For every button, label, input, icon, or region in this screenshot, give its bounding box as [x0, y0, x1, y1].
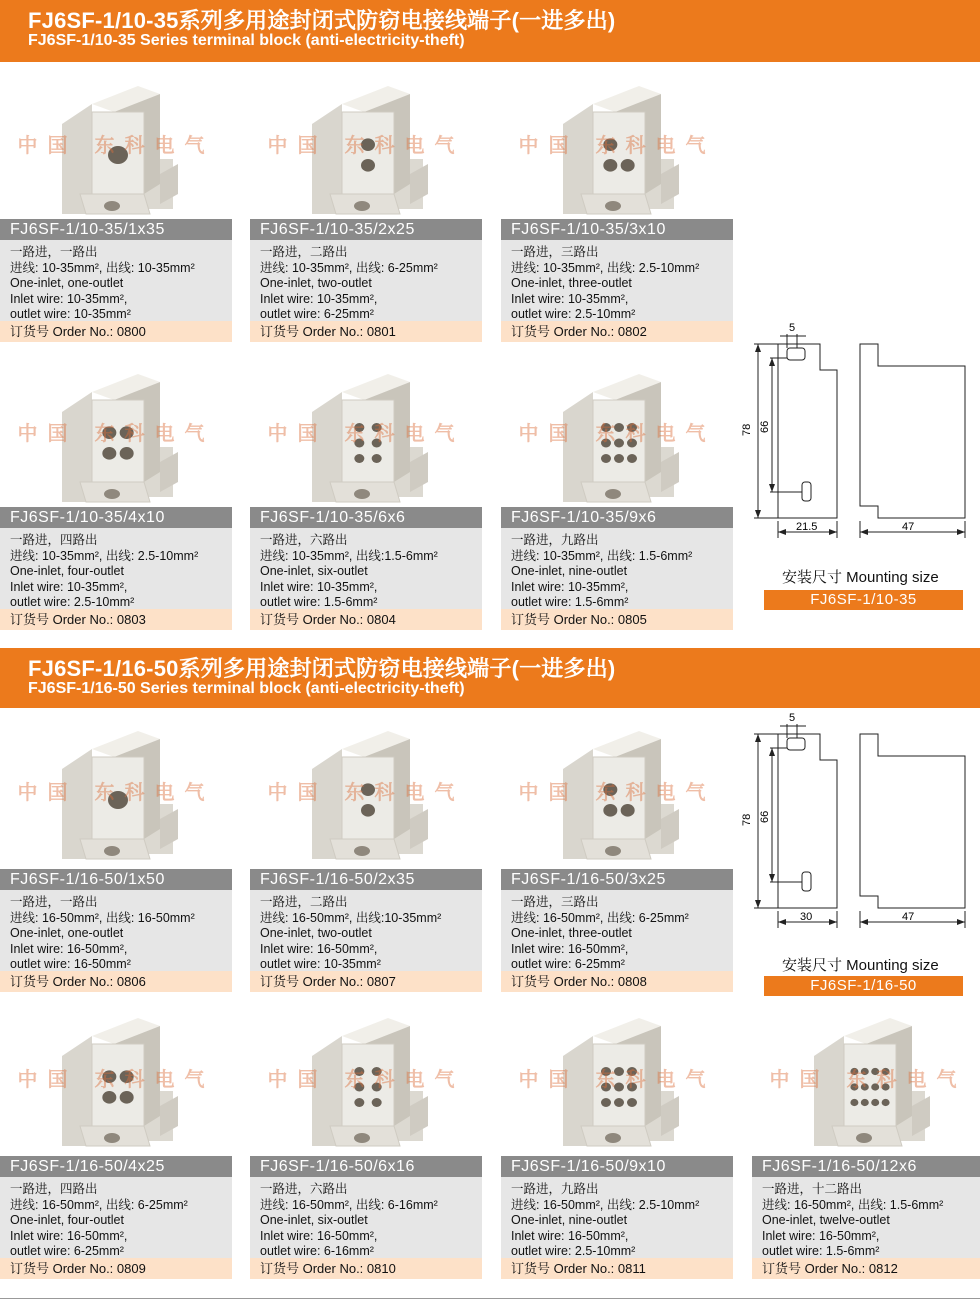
product-card — [250, 352, 482, 630]
mounting-caption: 安装尺寸 Mounting size — [782, 569, 939, 586]
spec-line: outlet wire: 1.5-6mm² — [511, 595, 629, 610]
product-spec — [501, 528, 733, 609]
spec-line: One-inlet, four-outlet — [10, 564, 124, 579]
spec-line: 进线: 16-50mm², 出线: 6-25mm² — [511, 910, 689, 925]
dim-height-inner-label: 66 — [759, 810, 771, 823]
product-photo — [501, 64, 733, 219]
product-photo — [0, 996, 232, 1156]
product-card — [0, 352, 232, 630]
spec-line: Inlet wire: 10-35mm², — [511, 291, 629, 306]
product-spec — [0, 1177, 232, 1258]
mounting-diagram-2 — [740, 708, 980, 938]
section-subtitle: FJ6SF-1/16-50 Series terminal block (anti-electricity-theft) — [28, 680, 465, 697]
spec-line: 一路进，四路出 — [10, 1182, 98, 1196]
spec-line: 一路进，六路出 — [260, 533, 348, 547]
product-model: FJ6SF-1/10-35/2x25 — [250, 219, 482, 240]
product-card — [250, 996, 482, 1279]
dim-width-label: 30 — [800, 911, 813, 923]
spec-line: Inlet wire: 16-50mm², — [10, 1228, 128, 1243]
mounting-caption: 安装尺寸 Mounting size — [782, 957, 939, 974]
product-model: FJ6SF-1/16-50/2x35 — [250, 869, 482, 890]
product-spec — [250, 1177, 482, 1258]
watermark: 中国 东科电气 — [267, 780, 465, 805]
product-model: FJ6SF-1/16-50/3x25 — [501, 869, 733, 890]
product-spec — [752, 1177, 980, 1258]
spec-line: Inlet wire: 10-35mm², — [260, 579, 378, 594]
product-spec — [0, 240, 232, 321]
spec-line: 进线: 10-35mm², 出线: 1.5-6mm² — [511, 548, 693, 563]
product-spec — [250, 528, 482, 609]
spec-line: One-inlet, one-outlet — [10, 276, 124, 291]
watermark: 中国 东科电气 — [17, 421, 215, 446]
product-model: FJ6SF-1/16-50/12x6 — [752, 1156, 980, 1177]
spec-line: One-inlet, one-outlet — [10, 926, 124, 941]
product-spec — [250, 890, 482, 971]
spec-line: 一路进，九路出 — [511, 1182, 599, 1196]
watermark: 中国 东科电气 — [518, 1067, 716, 1092]
order-number: 订货号 Order No.: 0808 — [501, 971, 733, 992]
watermark: 中国 东科电气 — [518, 133, 716, 158]
spec-line: outlet wire: 2.5-10mm² — [10, 595, 135, 610]
spec-line: 进线: 16-50mm², 出线:10-35mm² — [260, 910, 442, 925]
product-model: FJ6SF-1/10-35/1x35 — [0, 219, 232, 240]
product-card — [501, 352, 733, 630]
spec-line: outlet wire: 1.5-6mm² — [762, 1244, 880, 1259]
product-model: FJ6SF-1/16-50/6x16 — [250, 1156, 482, 1177]
spec-line: One-inlet, four-outlet — [10, 1213, 124, 1228]
section-1-banner — [0, 0, 980, 62]
spec-line: outlet wire: 6-25mm² — [260, 307, 374, 322]
order-number: 订货号 Order No.: 0800 — [0, 321, 232, 342]
spec-line: 一路进，三路出 — [511, 895, 599, 909]
spec-line: outlet wire: 6-25mm² — [10, 1244, 124, 1259]
spec-line: Inlet wire: 16-50mm², — [260, 1228, 378, 1243]
spec-line: 一路进，三路出 — [511, 245, 599, 259]
watermark: 中国 东科电气 — [518, 421, 716, 446]
mounting-size-drawing — [740, 318, 980, 548]
product-photo — [501, 709, 733, 869]
spec-line: 进线: 16-50mm², 出线: 2.5-10mm² — [511, 1197, 700, 1212]
product-spec — [501, 1177, 733, 1258]
spec-line: 一路进，十二路出 — [762, 1182, 863, 1196]
spec-line: Inlet wire: 16-50mm², — [762, 1228, 880, 1243]
spec-line: outlet wire: 2.5-10mm² — [511, 1244, 636, 1259]
product-photo — [0, 352, 232, 507]
spec-line: 一路进，四路出 — [10, 533, 98, 547]
watermark: 中国 东科电气 — [518, 780, 716, 805]
watermark: 中国 东科电气 — [769, 1067, 967, 1092]
spec-line: One-inlet, nine-outlet — [511, 564, 628, 579]
spec-line: One-inlet, three-outlet — [511, 926, 632, 941]
order-number: 订货号 Order No.: 0805 — [501, 609, 733, 630]
dim-height-outer-label: 78 — [741, 423, 753, 436]
product-card — [0, 709, 232, 992]
spec-line: Inlet wire: 10-35mm², — [10, 291, 128, 306]
bottom-divider — [0, 1298, 980, 1299]
product-spec — [501, 890, 733, 971]
order-number: 订货号 Order No.: 0807 — [250, 971, 482, 992]
dim-width-label: 21.5 — [796, 521, 818, 533]
product-model: FJ6SF-1/16-50/4x25 — [0, 1156, 232, 1177]
section-title: FJ6SF-1/10-35系列多用途封闭式防窃电接线端子(一进多出) — [28, 8, 616, 33]
product-photo — [0, 709, 232, 869]
spec-line: 一路进，九路出 — [511, 533, 599, 547]
spec-line: 进线: 16-50mm², 出线: 6-16mm² — [260, 1197, 438, 1212]
order-number: 订货号 Order No.: 0802 — [501, 321, 733, 342]
spec-line: Inlet wire: 16-50mm², — [10, 941, 128, 956]
spec-line: outlet wire: 6-16mm² — [260, 1244, 374, 1259]
mounting-size-drawing — [740, 708, 980, 938]
product-model: FJ6SF-1/16-50/9x10 — [501, 1156, 733, 1177]
spec-line: Inlet wire: 16-50mm², — [511, 941, 629, 956]
spec-line: 一路进，二路出 — [260, 245, 348, 259]
spec-line: One-inlet, six-outlet — [260, 564, 368, 579]
product-photo — [250, 996, 482, 1156]
product-photo — [752, 996, 980, 1156]
product-spec — [501, 240, 733, 321]
product-card — [752, 996, 980, 1279]
watermark: 中国 东科电气 — [267, 421, 465, 446]
mounting-diagram-1 — [740, 318, 980, 548]
spec-line: Inlet wire: 10-35mm², — [511, 579, 629, 594]
spec-line: outlet wire: 16-50mm² — [10, 957, 131, 972]
spec-line: outlet wire: 10-35mm² — [260, 957, 381, 972]
product-model: FJ6SF-1/10-35/9x6 — [501, 507, 733, 528]
product-photo — [501, 352, 733, 507]
order-number: 订货号 Order No.: 0804 — [250, 609, 482, 630]
spec-line: outlet wire: 6-25mm² — [511, 957, 625, 972]
dim-side-label: 47 — [902, 911, 915, 923]
spec-line: Inlet wire: 10-35mm², — [260, 291, 378, 306]
spec-line: One-inlet, nine-outlet — [511, 1213, 628, 1228]
watermark: 中国 东科电气 — [17, 133, 215, 158]
order-number: 订货号 Order No.: 0803 — [0, 609, 232, 630]
spec-line: outlet wire: 1.5-6mm² — [260, 595, 378, 610]
spec-line: One-inlet, twelve-outlet — [762, 1213, 890, 1228]
spec-line: Inlet wire: 16-50mm², — [260, 941, 378, 956]
order-number: 订货号 Order No.: 0811 — [501, 1258, 733, 1279]
watermark: 中国 东科电气 — [267, 1067, 465, 1092]
spec-line: 一路进，一路出 — [10, 245, 98, 259]
product-photo — [250, 709, 482, 869]
spec-line: One-inlet, two-outlet — [260, 276, 372, 291]
dim-top-label: 5 — [789, 712, 796, 724]
spec-line: 进线: 10-35mm², 出线: 10-35mm² — [10, 260, 195, 275]
product-model: FJ6SF-1/16-50/1x50 — [0, 869, 232, 890]
watermark: 中国 东科电气 — [17, 1067, 215, 1092]
dim-top-label: 5 — [789, 322, 796, 334]
mounting-model: FJ6SF-1/10-35 — [764, 590, 963, 610]
spec-line: 一路进，六路出 — [260, 1182, 348, 1196]
product-model: FJ6SF-1/10-35/4x10 — [0, 507, 232, 528]
spec-line: 进线: 16-50mm², 出线: 1.5-6mm² — [762, 1197, 944, 1212]
dim-height-outer-label: 78 — [741, 813, 753, 826]
product-card — [250, 709, 482, 992]
spec-line: outlet wire: 10-35mm² — [10, 307, 131, 322]
spec-line: Inlet wire: 16-50mm², — [511, 1228, 629, 1243]
section-title: FJ6SF-1/16-50系列多用途封闭式防窃电接线端子(一进多出) — [28, 656, 616, 681]
section-2-banner — [0, 648, 980, 708]
spec-line: 进线: 16-50mm², 出线: 16-50mm² — [10, 910, 195, 925]
mounting-model: FJ6SF-1/16-50 — [764, 976, 963, 996]
spec-line: One-inlet, three-outlet — [511, 276, 632, 291]
product-card — [0, 996, 232, 1279]
product-card — [501, 709, 733, 992]
spec-line: 进线: 10-35mm², 出线: 6-25mm² — [260, 260, 438, 275]
product-photo — [250, 64, 482, 219]
product-model: FJ6SF-1/10-35/6x6 — [250, 507, 482, 528]
dim-side-label: 47 — [902, 521, 915, 533]
section-subtitle: FJ6SF-1/10-35 Series terminal block (anti-electricity-theft) — [28, 32, 465, 49]
spec-line: 进线: 16-50mm², 出线: 6-25mm² — [10, 1197, 188, 1212]
product-photo — [0, 64, 232, 219]
order-number: 订货号 Order No.: 0810 — [250, 1258, 482, 1279]
order-number: 订货号 Order No.: 0809 — [0, 1258, 232, 1279]
spec-line: 一路进，一路出 — [10, 895, 98, 909]
spec-line: Inlet wire: 10-35mm², — [10, 579, 128, 594]
product-photo — [250, 352, 482, 507]
product-spec — [0, 528, 232, 609]
spec-line: One-inlet, six-outlet — [260, 1213, 368, 1228]
product-card — [0, 64, 232, 342]
product-card — [250, 64, 482, 342]
product-card — [501, 64, 733, 342]
product-spec — [250, 240, 482, 321]
order-number: 订货号 Order No.: 0812 — [752, 1258, 980, 1279]
spec-line: 进线: 10-35mm², 出线: 2.5-10mm² — [10, 548, 199, 563]
order-number: 订货号 Order No.: 0801 — [250, 321, 482, 342]
spec-line: 进线: 10-35mm², 出线: 2.5-10mm² — [511, 260, 700, 275]
spec-line: One-inlet, two-outlet — [260, 926, 372, 941]
watermark: 中国 东科电气 — [17, 780, 215, 805]
product-spec — [0, 890, 232, 971]
spec-line: 进线: 10-35mm², 出线:1.5-6mm² — [260, 548, 438, 563]
spec-line: 一路进，二路出 — [260, 895, 348, 909]
watermark: 中国 东科电气 — [267, 133, 465, 158]
dim-height-inner-label: 66 — [759, 420, 771, 433]
product-model: FJ6SF-1/10-35/3x10 — [501, 219, 733, 240]
product-card — [501, 996, 733, 1279]
order-number: 订货号 Order No.: 0806 — [0, 971, 232, 992]
product-photo — [501, 996, 733, 1156]
spec-line: outlet wire: 2.5-10mm² — [511, 307, 636, 322]
